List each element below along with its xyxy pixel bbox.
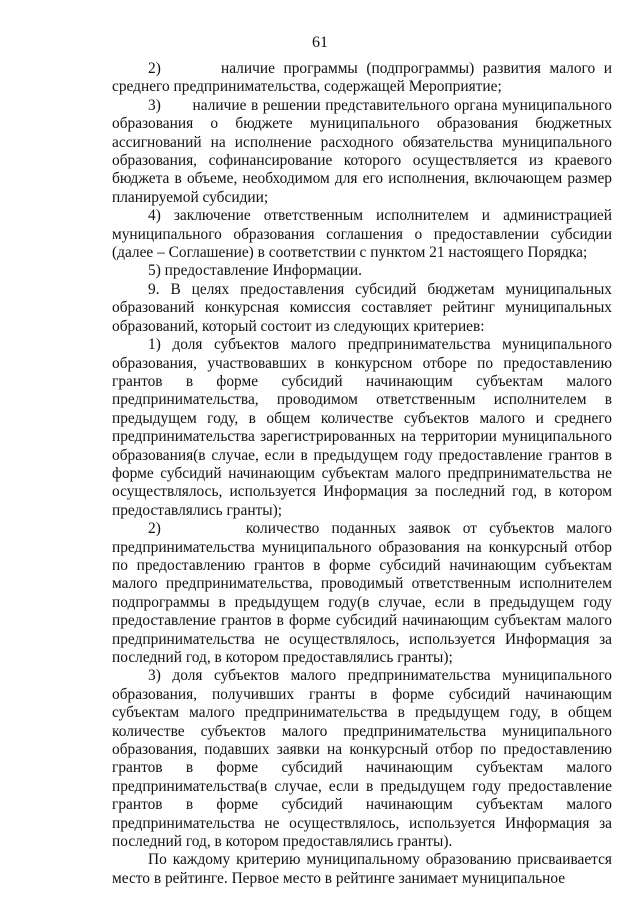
paragraph-program-availability: 2) наличие программы (подпрограммы) развития малого и среднего предпринимательства, содержащей Мероприятие; [112,60,612,96]
paragraph-budget-decision: 3) наличие в решении представительного органа муниципального образования о бюджете муниципального образования бюджетных ассигнований на исполнение расходного обязательства муниципального образования, софинансирование которого осуществляется из краевого бюджета в объеме, необходимом для его исполнения, включающем размер планируемой субсидии; [112,96,612,206]
paragraph-agreement: 4) заключение ответственным исполнителем и администрацией муниципального образования соглашения о предоставлении субсидии (далее – Соглашение) в соответствии с пунктом 21 настоящего Порядка; [112,207,612,262]
paragraph-information: 5) предоставление Информации. [148,262,362,280]
paragraph-criterion-1: 1) доля субъектов малого предпринимательства муниципального образования, участвовавших в конкурсном отборе по предоставлению грантов в форме субсидий начинающим субъектам малого предпринимательства, проводимом ответственным исполнителем в предыдущем году, в общем количестве субъектов малого и среднего предпринимательства зарегистрированных на территории муниципального образования(в случае, если в предыдущем году предоставление грантов в форме субсидий начинающим субъектам малого предпринимательства не осуществлялось, используется Информация за последний год, в котором предоставлялись гранты); [112,336,612,519]
page-number: 61 [312,34,328,51]
document-body [112,60,612,888]
paragraph-criterion-3: 3) доля субъектов малого предпринимательства муниципального образования, получивших гранты в форме субсидий начинающим субъектам малого предпринимательства в предыдущем году, в общем количестве субъектов малого предпринимательства муниципального образования, подавших заявки на конкурсный отбор по предоставлению грантов в форме субсидий начинающим субъектам малого предпринимательства(в случае, если в предыдущем году предоставление грантов в форме субсидий начинающим субъектам малого предпринимательства не осуществлялось, используется Информация за последний год, в котором предоставлялись гранты). [112,667,612,851]
paragraph-rating-criteria-intro: 9. В целях предоставления субсидий бюджетам муниципальных образований конкурсная комиссия составляет рейтинг муниципальных образований, который состоит из следующих критериев: [112,280,612,335]
paragraph-rating-places: По каждому критерию муниципальному образованию присваивается место в рейтинге. Первое место в рейтинге занимает муниципальное [112,851,612,887]
paragraph-criterion-2: 2) количество поданных заявок от субъектов малого предпринимательства муниципального образования на конкурсный отбор по предоставлению грантов в форме субсидий начинающим субъектам малого предпринимательства, проводимый ответственным исполнителем подпрограммы в предыдущем году(в случае, если в предыдущем году предоставление грантов в форме субсидий начинающим субъектам малого предпринимательства не осуществлялось, используется Информация за последний год, в котором предоставлялись гранты); [112,520,612,666]
